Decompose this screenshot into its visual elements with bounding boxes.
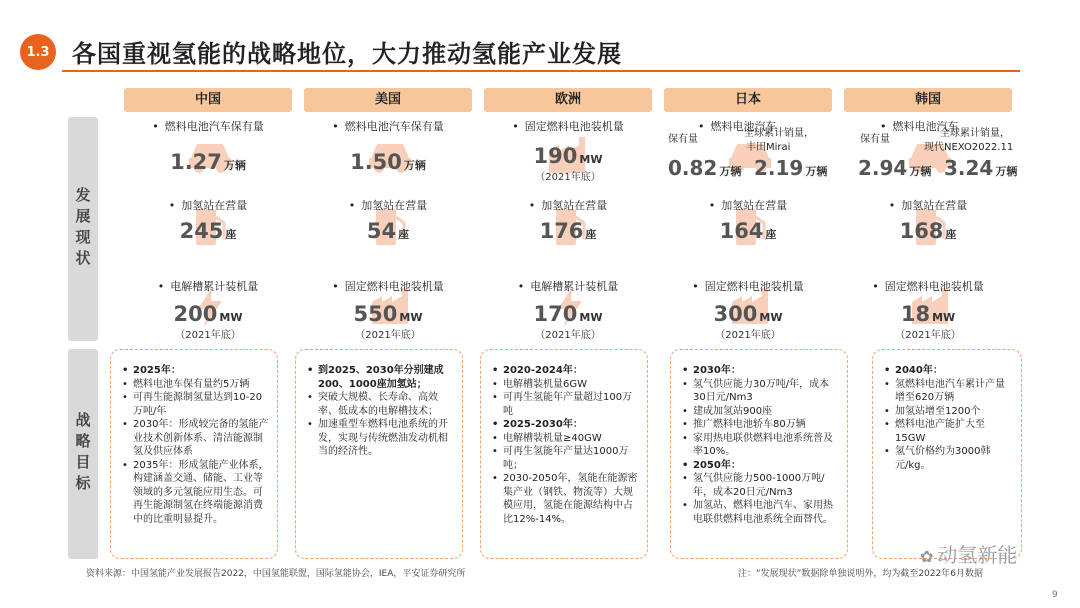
japan-stationary-fc-label: • 固定燃料电池装机量	[658, 278, 838, 294]
europe-stationary-fc	[478, 118, 658, 183]
japan-fcv	[664, 118, 840, 184]
usa-hrs-unit: 座	[398, 228, 410, 241]
list-item: • 2030-2050年，氢能在能源密集产业（钢铁、物流等）大规模应用，氢能在能源结构中占比12%-14%。	[503, 472, 639, 526]
strategy-box-japan	[670, 349, 848, 559]
japan-hrs-count	[658, 197, 838, 243]
japan-stationary-fc-unit: MW	[759, 311, 783, 324]
wechat-icon: ✿	[920, 547, 934, 566]
page-title: 各国重视氢能的战略地位，大力推动氢能产业发展	[72, 40, 622, 68]
japan-hrs-unit: 座	[765, 228, 777, 241]
list-item: • 2030年：形成较完备的氢能产业技术创新体系、清洁能源制氢及供应体系	[133, 418, 269, 459]
japan-fcv-stock-unit: 万辆	[719, 165, 742, 178]
list-item: • 加氢站增至1200个	[895, 405, 1013, 419]
usa-fcv-stock-unit: 万辆	[403, 159, 426, 172]
europe-hrs-count	[478, 197, 658, 243]
strategy-box-usa	[295, 349, 463, 559]
china-hrs-value: 245	[179, 219, 224, 243]
list-item: • 加速重型车燃料电池系统的开发，实现与传统燃油发动机相当的经济性。	[318, 418, 454, 459]
europe-stationary-fc-value: 190	[533, 144, 578, 168]
list-item: • 加氢站、燃料电池汽车、家用热电联供燃料电池系统全面替代。	[693, 499, 839, 526]
korea-stationary-fc-note: （2021年底）	[895, 330, 961, 341]
list-item: • 2025-2030年：	[503, 418, 639, 432]
japan-fcv-stock-label: 保有量	[668, 134, 698, 145]
list-item: • 突破大规模、长寿命、高效率、低成本的电解槽技术；	[318, 391, 454, 418]
list-item: • 氢燃料电池汽车累计产量增至620万辆	[895, 378, 1013, 405]
page-number: 9	[1052, 590, 1058, 600]
china-electrolyzer-note: （2021年底）	[175, 330, 241, 341]
list-item: • 可再生氢能年产量超过100万吨	[503, 391, 639, 418]
usa-fcv-stock-value: 1.50	[350, 150, 402, 174]
title-divider	[62, 70, 1020, 72]
korea-fcv-stock-label: 保有量	[860, 134, 890, 145]
footnote: 注：“发展现状”数据除单独说明外，均为截至2022年6月数据	[738, 569, 983, 579]
usa-fcv-stock	[298, 118, 478, 174]
korea-fcv-stock-value: 2.94	[858, 156, 908, 180]
list-item: • 推广燃料电池轿车80万辆	[693, 418, 839, 432]
strategy-sidebar-label: 战略目标	[73, 412, 92, 496]
korea-stationary-fc-unit: MW	[932, 311, 956, 324]
list-item: • 氢气供应能力30万吨/年，成本30日元/Nm3	[693, 378, 839, 405]
korea-hrs-label: • 加氢站在营量	[838, 197, 1018, 213]
europe-stationary-fc-label: • 固定燃料电池装机量	[478, 118, 658, 134]
watermark	[920, 539, 1017, 568]
list-item: • 燃料电池产能扩大至15GW	[895, 418, 1013, 445]
japan-fcv-stock-value: 0.82	[668, 156, 718, 180]
list-item: • 电解槽装机量6GW	[503, 378, 639, 392]
source-note: 资料来源：中国氢能产业发展报告2022，中国氢能联盟，国际氢能协会，IEA，平安证券研究所	[86, 569, 466, 579]
list-item: • 2030年：	[693, 364, 839, 378]
japan-fcv-sales-model: 丰田Mirai	[746, 142, 791, 153]
list-item: • 氢气价格约为3000韩元/kg。	[895, 445, 1013, 472]
strategy-box-korea	[872, 349, 1022, 559]
china-hrs-unit: 座	[225, 228, 237, 241]
china-electrolyzer-unit: MW	[219, 311, 243, 324]
list-item: • 到2025、2030年分别建成200、1000座加氢站；	[318, 364, 454, 391]
list-item: • 2040年：	[895, 364, 1013, 378]
china-electrolyzer-label: • 电解槽累计装机量	[118, 278, 298, 294]
usa-hrs-count	[298, 197, 478, 243]
list-item: • 2025年：	[133, 364, 269, 378]
list-item: • 2050年：	[693, 459, 839, 473]
list-item: • 可再生氢能年产量达1000万吨；	[503, 445, 639, 472]
europe-hrs-value: 176	[539, 219, 584, 243]
japan-stationary-fc	[658, 278, 838, 341]
usa-stationary-fc-value: 550	[353, 302, 398, 326]
usa-stationary-fc-label: • 固定燃料电池装机量	[298, 278, 478, 294]
status-sidebar-label: 发展现状	[73, 187, 92, 271]
japan-fcv-label: • 燃料电池汽车	[698, 118, 777, 134]
japan-stationary-fc-note: （2021年底）	[715, 330, 781, 341]
europe-electrolyzer-label: • 电解槽累计装机量	[478, 278, 658, 294]
europe-stationary-fc-unit: MW	[579, 153, 603, 166]
europe-electrolyzer	[478, 278, 658, 341]
europe-electrolyzer-unit: MW	[579, 311, 603, 324]
usa-hrs-label: • 加氢站在营量	[298, 197, 478, 213]
list-item: • 2035年：形成氢能产业体系，构建涵盖交通、储能、工业等领域的多元氢能应用生态。可再生能源制氢在终端能源消费中的比重明显提升。	[133, 459, 269, 527]
china-electrolyzer-value: 200	[173, 302, 218, 326]
strategy-sidebar	[68, 349, 98, 559]
japan-fcv-sales-label: 全球累计销量，	[744, 128, 814, 139]
list-item: • 可再生能源制氢量达到10-20万吨/年	[133, 391, 269, 418]
europe-hrs-label: • 加氢站在营量	[478, 197, 658, 213]
country-header-europe: 欧洲	[484, 88, 652, 112]
korea-fcv-label: • 燃料电池汽车	[880, 118, 959, 134]
list-item: • 2020-2024年：	[503, 364, 639, 378]
status-sidebar	[68, 117, 98, 341]
korea-fcv-sales-value: 3.24	[944, 156, 994, 180]
japan-stationary-fc-value: 300	[713, 302, 758, 326]
china-fcv-stock-label: • 燃料电池汽车保有量	[118, 118, 298, 134]
europe-electrolyzer-note: （2021年底）	[535, 330, 601, 341]
china-fcv-stock-value: 1.27	[170, 150, 222, 174]
country-header-china: 中国	[124, 88, 292, 112]
list-item: • 家用热电联供燃料电池系统普及率10%。	[693, 432, 839, 459]
strategy-box-china	[110, 349, 278, 559]
section-badge: 1.3	[20, 34, 56, 70]
korea-hrs-count	[838, 197, 1018, 243]
europe-hrs-unit: 座	[585, 228, 597, 241]
usa-stationary-fc	[298, 278, 478, 341]
korea-stationary-fc	[838, 278, 1018, 341]
usa-hrs-value: 54	[366, 219, 397, 243]
country-header-korea: 韩国	[844, 88, 1012, 112]
europe-stationary-fc-note: （2021年底）	[535, 172, 601, 183]
korea-fcv-stock-unit: 万辆	[909, 165, 932, 178]
china-fcv-stock-unit: 万辆	[223, 159, 246, 172]
japan-hrs-label: • 加氢站在营量	[658, 197, 838, 213]
korea-fcv-sales-label: 全球累计销量，	[940, 128, 1010, 139]
list-item: • 建成加氢站900座	[693, 405, 839, 419]
china-hrs-label: • 加氢站在营量	[118, 197, 298, 213]
japan-hrs-value: 164	[719, 219, 764, 243]
korea-stationary-fc-value: 18	[900, 302, 931, 326]
list-item: • 氢气供应能力500-1000万吨/年，成本20日元/Nm3	[693, 472, 839, 499]
usa-fcv-stock-label: • 燃料电池汽车保有量	[298, 118, 478, 134]
list-item: • 燃料电池车保有量约5万辆	[133, 378, 269, 392]
country-header-japan: 日本	[664, 88, 832, 112]
usa-stationary-fc-note: （2021年底）	[355, 330, 421, 341]
strategy-box-europe	[480, 349, 648, 559]
europe-electrolyzer-value: 170	[533, 302, 578, 326]
china-hrs-count	[118, 197, 298, 243]
korea-fcv	[844, 118, 1020, 184]
usa-stationary-fc-unit: MW	[399, 311, 423, 324]
korea-hrs-value: 168	[899, 219, 944, 243]
country-header-usa: 美国	[304, 88, 472, 112]
korea-stationary-fc-label: • 固定燃料电池装机量	[838, 278, 1018, 294]
list-item: • 电解槽装机量≥40GW	[503, 432, 639, 446]
watermark-text: 动氢新能	[937, 543, 1018, 567]
korea-fcv-sales-model: 现代NEXO2022.11	[924, 142, 1014, 153]
japan-fcv-sales-unit: 万辆	[805, 165, 828, 178]
korea-hrs-unit: 座	[945, 228, 957, 241]
korea-fcv-sales-unit: 万辆	[995, 165, 1018, 178]
china-fcv-stock	[118, 118, 298, 174]
china-electrolyzer	[118, 278, 298, 341]
japan-fcv-sales-value: 2.19	[754, 156, 804, 180]
